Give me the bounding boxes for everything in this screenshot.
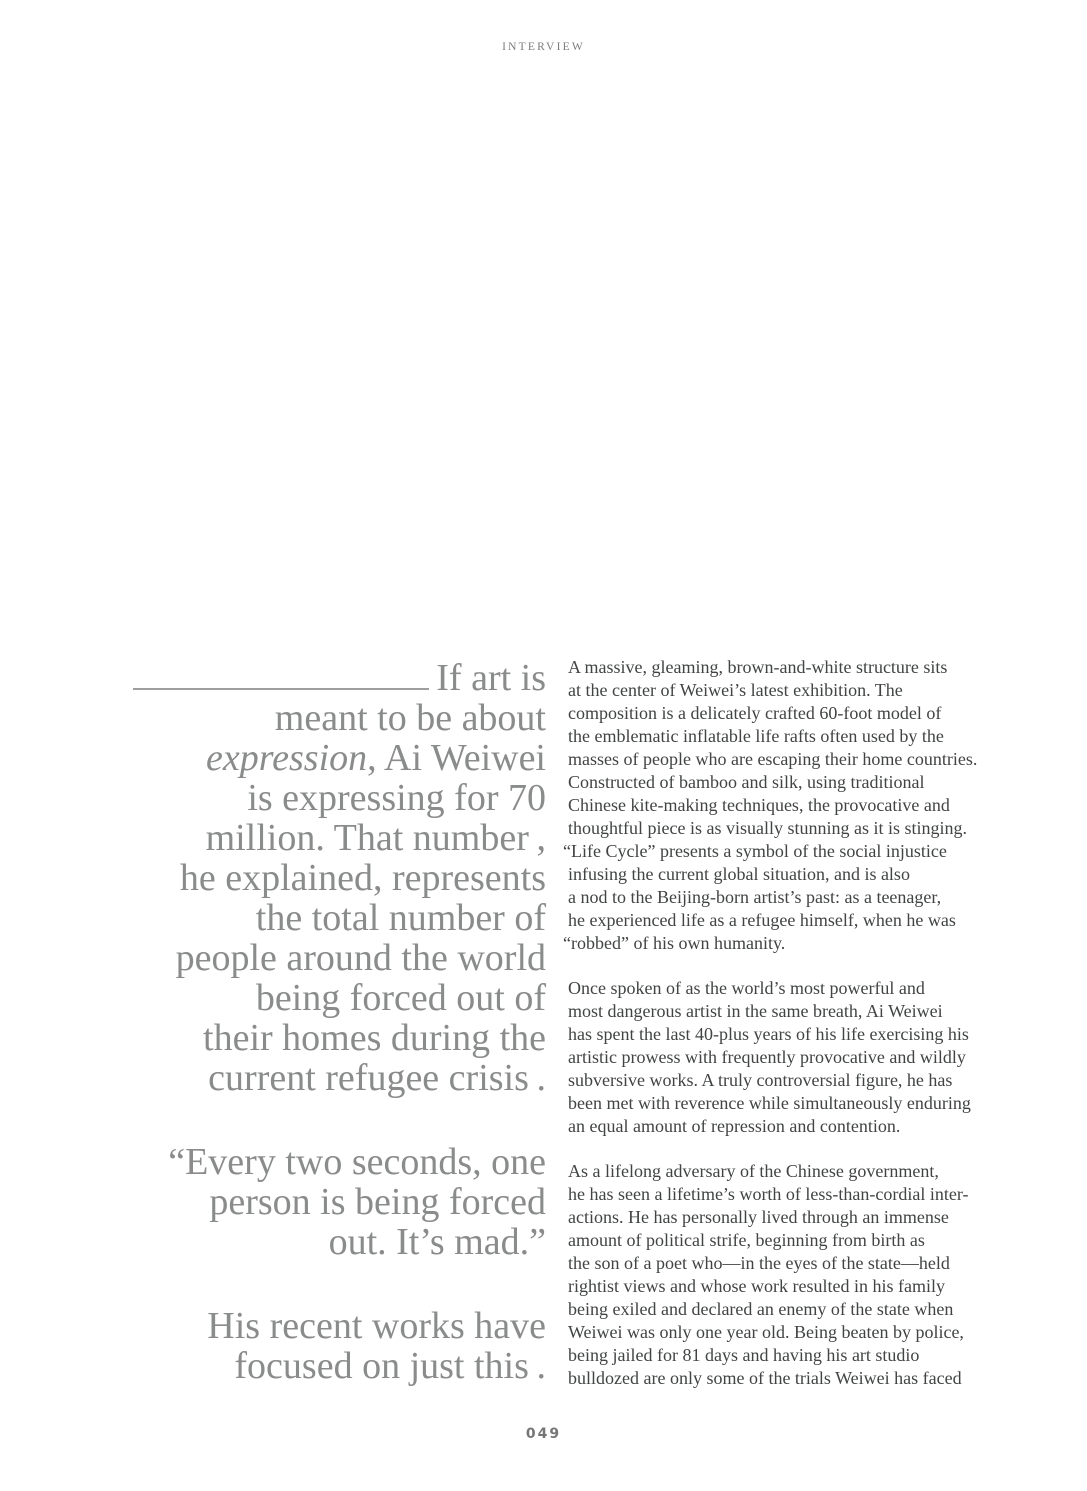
pull-quote-line: His recent works have — [207, 1305, 546, 1347]
body-line: “Life Cycle” presents a symbol of the social injustice — [563, 841, 947, 861]
body-line: bulldozed are only some of the trials Weiwei has faced — [568, 1368, 962, 1388]
body-line: amount of political strife, beginning from birth as — [568, 1230, 925, 1250]
body-line: has spent the last 40-plus years of his life exercising his — [568, 1024, 969, 1044]
pull-quote-text: , Ai Weiwei — [367, 737, 546, 779]
article-body — [563, 656, 1014, 1390]
body-paragraph-2 — [568, 977, 1014, 1138]
pull-quote-line: meant to be about — [274, 697, 546, 739]
body-line: Chinese kite-making techniques, the provocative and — [568, 795, 950, 815]
body-line: been met with reverence while simultaneously enduring — [568, 1093, 971, 1113]
body-line: a nod to the Beijing-born artist’s past: as a teenager, — [568, 887, 942, 907]
body-line: actions. He has personally lived through an immense — [568, 1207, 949, 1227]
pull-quote-line: “Every two seconds, one — [168, 1141, 546, 1183]
body-line: being exiled and declared an enemy of the state when — [568, 1299, 954, 1319]
pull-quote-paragraph-3 — [58, 1306, 546, 1386]
body-line: artistic prowess with frequently provocative and wildly — [568, 1047, 966, 1067]
page-number: 049 — [525, 1426, 562, 1442]
body-line: subversive works. A truly controversial figure, he has — [568, 1070, 953, 1090]
pull-quote-line: million. That number , — [205, 817, 546, 859]
body-line: “robbed” of his own humanity. — [563, 933, 786, 953]
pull-quote-paragraph-1 — [58, 658, 546, 1098]
section-kicker: INTERVIEW — [502, 41, 585, 53]
pull-quote — [58, 658, 546, 1386]
body-line: A massive, gleaming, brown-and-white structure sits — [568, 657, 948, 677]
body-line: masses of people who are escaping their home countries. — [568, 749, 978, 769]
leading-rule — [133, 688, 429, 690]
body-line: As a lifelong adversary of the Chinese government, — [568, 1161, 939, 1181]
body-paragraph-3 — [568, 1160, 1014, 1390]
pull-quote-line: he explained, represents — [179, 857, 546, 899]
body-line: the emblematic inflatable life rafts often used by the — [568, 726, 944, 746]
pull-quote-line: focused on just this . — [234, 1345, 546, 1387]
body-line: Once spoken of as the world’s most powerful and — [568, 978, 925, 998]
body-line: an equal amount of repression and contention. — [568, 1116, 901, 1136]
body-line: rightist views and whose work resulted in his family — [568, 1276, 945, 1296]
pull-quote-line: their homes during the — [203, 1017, 546, 1059]
pull-quote-text: If art is — [436, 657, 546, 699]
body-paragraph-1 — [563, 656, 1014, 955]
pull-quote-italic-word: expression — [206, 737, 368, 779]
body-line: most dangerous artist in the same breath, Ai Weiwei — [568, 1001, 943, 1021]
pull-quote-line — [58, 738, 546, 778]
body-line: he experienced life as a refugee himself, when he was — [568, 910, 956, 930]
body-line: the son of a poet who—in the eyes of the state—held — [568, 1253, 950, 1273]
pull-quote-line: current refugee crisis . — [208, 1057, 546, 1099]
pull-quote-line: out. It’s mad.” — [328, 1221, 546, 1263]
pull-quote-line: the total number of — [255, 897, 546, 939]
pull-quote-line — [58, 658, 546, 698]
body-line: being jailed for 81 days and having his art studio — [568, 1345, 920, 1365]
pull-quote-line: person is being forced — [209, 1181, 546, 1223]
pull-quote-line: is expressing for 70 — [247, 777, 546, 819]
body-line: at the center of Weiwei’s latest exhibition. The — [568, 680, 903, 700]
pull-quote-paragraph-2 — [58, 1142, 546, 1262]
body-line: Weiwei was only one year old. Being beaten by police, — [568, 1322, 964, 1342]
pull-quote-line: people around the world — [175, 937, 546, 979]
body-line: infusing the current global situation, and is also — [568, 864, 910, 884]
pull-quote-line: being forced out of — [255, 977, 546, 1019]
body-line: Constructed of bamboo and silk, using traditional — [568, 772, 925, 792]
body-line: he has seen a lifetime’s worth of less-than-cordial inter- — [568, 1184, 969, 1204]
body-line: thoughtful piece is as visually stunning as it is stinging. — [568, 818, 967, 838]
body-line: composition is a delicately crafted 60-foot model of — [568, 703, 942, 723]
